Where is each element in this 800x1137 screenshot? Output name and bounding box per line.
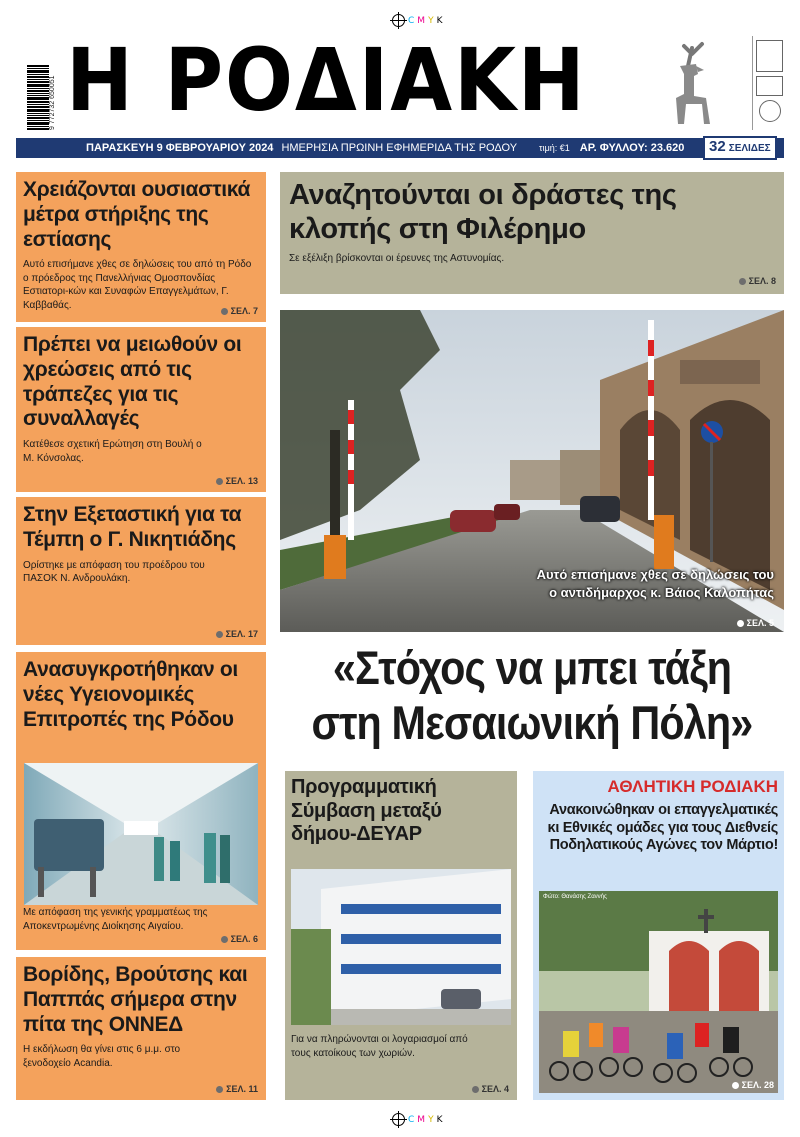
- issue-date: ΠΑΡΑΣΚΕΥΗ 9 ΦΕΒΡΟΥΑΡΙΟΥ 2024: [86, 142, 274, 154]
- issue-number: ΑΡ. ΦΥΛΛΟΥ: 23.620: [579, 142, 685, 154]
- article-title: Προγραμματική Σύμβαση μεταξύ δήμου-ΔΕΥΑΡ: [291, 776, 442, 846]
- date-bar: [16, 138, 784, 158]
- page-ref: ΣΕΛ. 6: [221, 934, 258, 944]
- top-story-title: Αναζητούνται οι δράστες της κλοπής στη Φιλέρημο: [289, 179, 677, 246]
- publisher-badge-icon: [756, 40, 783, 72]
- page-ref: ΣΕΛ. 7: [221, 306, 258, 316]
- article-filerimos-theft[interactable]: [280, 172, 784, 294]
- article-title: Πρέπει να μειωθούν οι χρεώσεις από τις τράπεζες για τις συναλλαγές: [23, 333, 242, 431]
- newspaper-description: ΗΜΕΡΗΣΙΑ ΠΡΩΙΝΗ ΕΦΗΜΕΡΙΔΑ ΤΗΣ ΡΟΔΟΥ: [281, 142, 518, 154]
- page-ref: ΣΕΛ. 4: [472, 1084, 509, 1094]
- article-estiasi[interactable]: [16, 172, 266, 322]
- article-title: Χρειάζονται ουσιαστικά μέτρα στήριξης της εστίασης: [23, 178, 251, 251]
- photo-credit: Φώτο: Θανάσης Ζαννής: [543, 894, 607, 900]
- barcode: [27, 38, 61, 130]
- article-summary: Για να πληρώνονται οι λογαριασμοί από τους κατοίκους των χωριών.: [291, 1034, 468, 1059]
- article-summary: Αυτό επισήμανε χθες σε δηλώσεις του από τη Ρόδο ο πρόεδρος της Πανελλήνιας Ομοσπονδίας Εστιατορι-κών και Συναφών Επαγγελμάτων, Γ. Καββαθάς.: [23, 259, 252, 311]
- article-title: Βορίδης, Βρούτσης και Παππάς σήμερα στην πίτα της ΟΝΝΕΔ: [23, 963, 248, 1036]
- top-story-summary: Σε εξέλιξη βρίσκονται οι έρευνες της Αστυνομίας.: [289, 253, 505, 265]
- article-summary: Η εκδήλωση θα γίνει στις 6 μ.μ. στο ξενοδοχείο Acandia.: [23, 1044, 181, 1069]
- issue-price: τιμή: €1: [539, 143, 570, 153]
- hospital-corridor-photo: [24, 763, 258, 905]
- article-summary: Ορίστηκε με απόφαση του προέδρου του ΠΑΣΟΚ Ν. Ανδρουλάκη.: [23, 559, 205, 585]
- sports-section-title: ΑΘΛΗΤΙΚΗ ΡΟΔΙΑΚΗ: [607, 777, 778, 796]
- elta-logo-icon: [756, 76, 783, 96]
- article-title: Στην Εξεταστική για τα Τέμπη ο Γ. Νικητιάδης: [23, 503, 242, 551]
- page-ref: ΣΕΛ. 17: [216, 629, 258, 639]
- barcode-number: 9 772732 650051: [49, 75, 56, 130]
- bullet-icon: [216, 631, 223, 638]
- page-ref: ΣΕΛ. 11: [216, 1084, 258, 1094]
- main-photo-caption: Αυτό επισήμανε χθες σε δηλώσεις του ο αντιδήμαρχος κ. Βάιος Καλοπήτας: [536, 567, 774, 600]
- article-health-committees[interactable]: [16, 652, 266, 950]
- page-ref: ΣΕΛ. 28: [732, 1080, 774, 1090]
- article-sports-cycling[interactable]: [533, 771, 784, 1100]
- main-headline[interactable]: «Στόχος να μπει τάξη στη Μεσαιωνική Πόλη»: [311, 641, 753, 750]
- main-photo[interactable]: [280, 310, 784, 632]
- bullet-icon: [732, 1082, 739, 1089]
- article-bank-fees[interactable]: [16, 327, 266, 492]
- print-registration-bottom: C M Y K: [392, 1113, 442, 1126]
- cycling-photo: [539, 891, 778, 1093]
- masthead-title: Η ΡΟΔΙΑΚΗ: [66, 31, 587, 131]
- deer-logo-icon: [658, 40, 722, 128]
- bullet-icon: [216, 1086, 223, 1093]
- page-ref: ΣΕΛ. 8: [739, 276, 776, 286]
- bullet-icon: [472, 1086, 479, 1093]
- bullet-icon: [739, 278, 746, 285]
- bullet-icon: [216, 478, 223, 485]
- page-ref: ΣΕΛ. 5: [737, 618, 774, 628]
- registration-mark-icon: [392, 14, 405, 27]
- article-tempi[interactable]: [16, 497, 266, 645]
- article-summary: Κατέθεσε σχετική Ερώτηση στη Βουλή ο Μ. Κόνσολας.: [23, 439, 202, 464]
- sports-title: Ανακοινώθηκαν οι επαγγελματικές κι Εθνικές ομάδες για τους Διεθνείς Ποδηλατικούς Αγώνες τον Μάρτιο!: [547, 802, 778, 854]
- article-title: Ανασυγκροτήθηκαν οι νέες Υγειονομικές Επιτροπές της Ρόδου: [23, 658, 238, 731]
- bullet-icon: [221, 936, 228, 943]
- bullet-icon: [221, 308, 228, 315]
- seal-icon: [759, 100, 781, 122]
- deyar-building-photo: [291, 869, 511, 1025]
- print-registration-top: C M Y K: [392, 14, 442, 27]
- registration-mark-icon: [392, 1113, 405, 1126]
- article-onned[interactable]: [16, 957, 266, 1100]
- masthead-badges: [752, 36, 786, 130]
- barcode-bars-icon: [27, 38, 49, 130]
- page-ref: ΣΕΛ. 13: [216, 476, 258, 486]
- cycling-race-photo: [539, 891, 778, 1093]
- pages-badge: 32 ΣΕΛΙΔΕΣ: [703, 136, 777, 160]
- article-deyar-contract[interactable]: [285, 771, 517, 1100]
- bullet-icon: [737, 620, 744, 627]
- article-summary: Με απόφαση της γενικής γραμματέως της Αποκεντρωμένης Διοίκησης Αιγαίου.: [23, 907, 208, 932]
